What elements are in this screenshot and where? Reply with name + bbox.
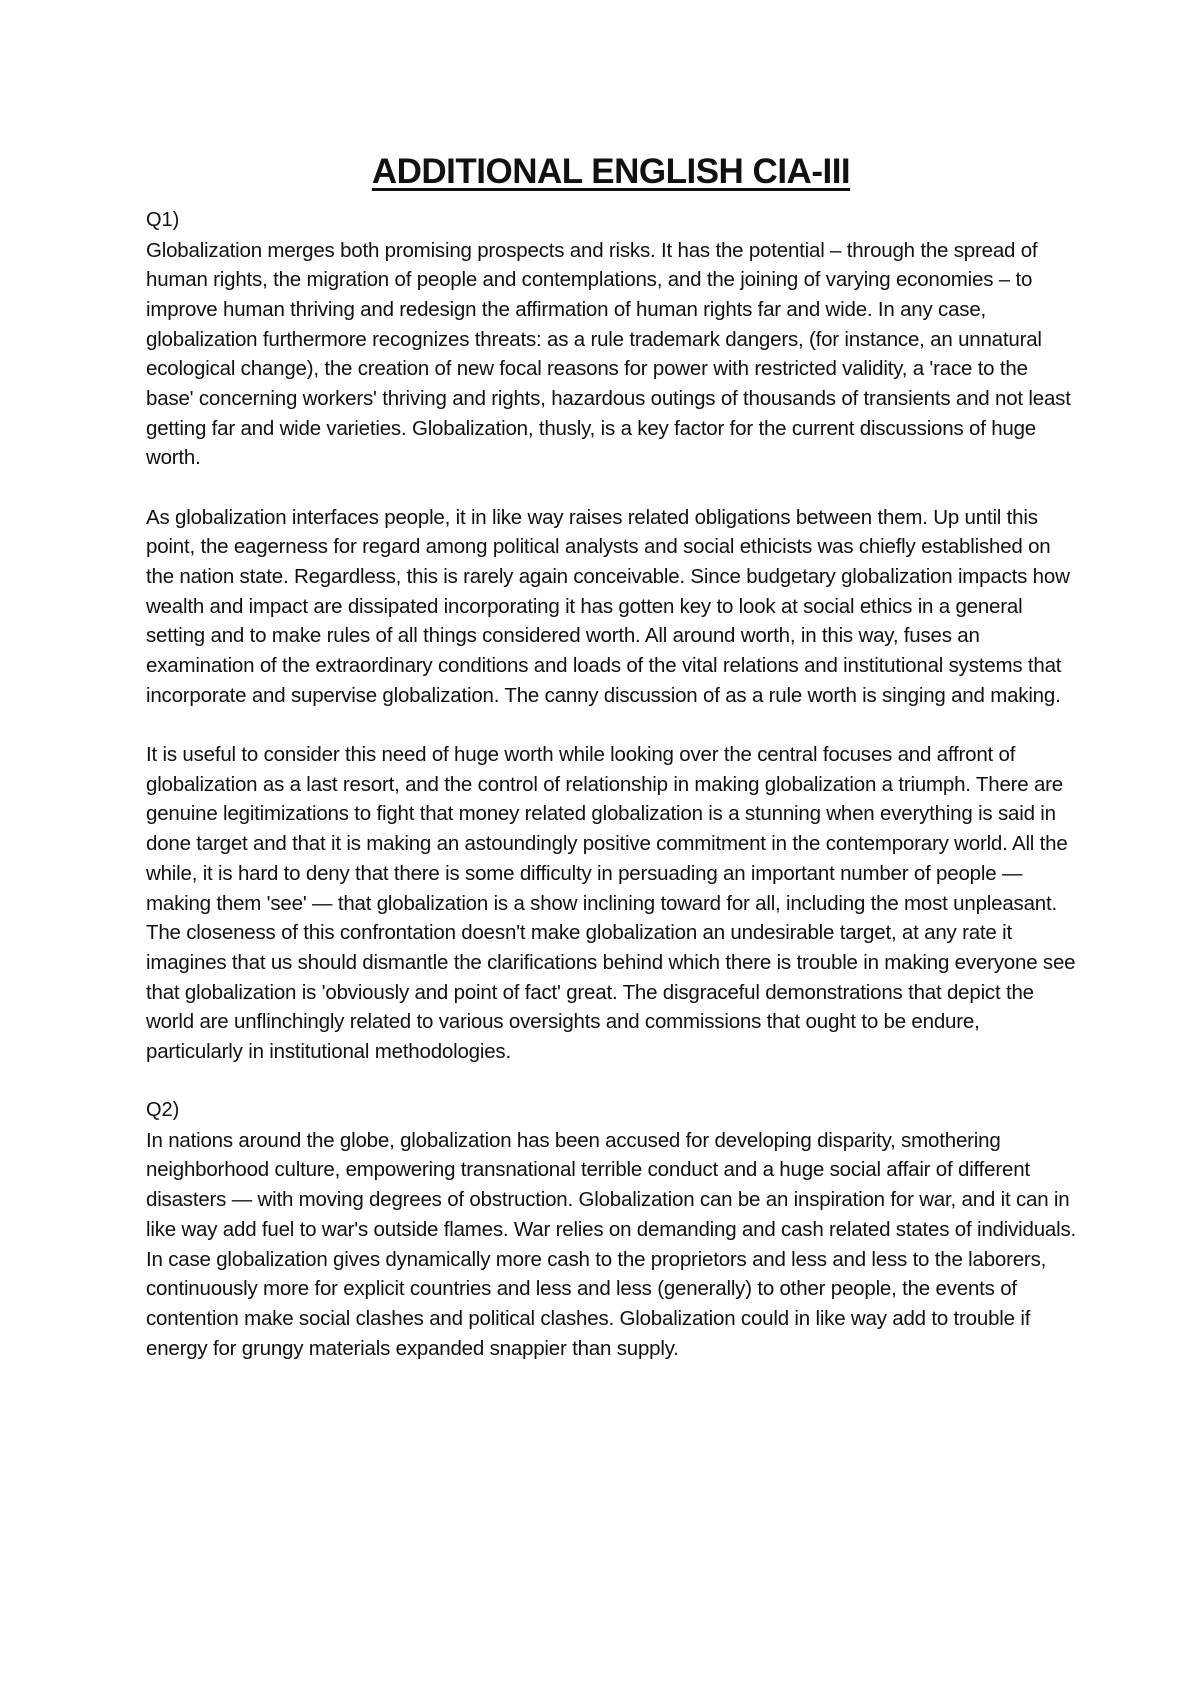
- paragraph-gap: [146, 711, 1076, 741]
- q1-paragraph-2: As globalization interfaces people, it in like way raises related obligations between them. Up until this point, the eagerness for regard among political analysts and social ethicists was chiefly established on the nation state. Regardless, this is rarely again conceivable. Since budgetary globalization impacts how wealth and impact are dissipated incorporating it has gotten key to look at social ethics in a general setting and to make rules of all things considered worth. All around worth, in this way, fuses an examination of the extraordinary conditions and loads of the vital relations and institutional systems that incorporate and supervise globalization. The canny discussion of as a rule worth is singing and making.: [146, 505, 1070, 707]
- document-body: [146, 150, 1076, 1363]
- q1-paragraph-1: Globalization merges both promising prospects and risks. It has the potential – through the spread of human rights, the migration of people and contemplations, and the joining of varying economies – to improve human thriving and redesign the affirmation of human rights far and wide. In any case, globalization furthermore recognizes threats: as a rule trademark dangers, (for instance, an unnatural ecological change), the creation of new focal reasons for power with restricted validity, a 'race to the base' concerning workers' thriving and rights, hazardous outings of thousands of transients and not least getting far and wide varieties. Globalization, thusly, is a key factor for the current discussions of huge worth.: [146, 238, 1071, 470]
- q2-paragraph-1: In nations around the globe, globalization has been accused for developing disparity, smothering neighborhood culture, empowering transnational terrible conduct and a huge social affair of different disasters — with moving degrees of obstruction. Globalization can be an inspiration for war, and it can in like way add fuel to war's outside flames. War relies on demanding and cash related states of individuals. In case globalization gives dynamically more cash to the proprietors and less and less to the laborers, continuously more for explicit countries and less and less (generally) to other people, the events of contention make social clashes and political clashes. Globalization could in like way add to trouble if energy for grungy materials expanded snappier than supply.: [146, 1128, 1077, 1360]
- paragraph-gap: [146, 1067, 1076, 1097]
- q1-paragraph-3: It is useful to consider this need of huge worth while looking over the central focuses and affront of globalization as a last resort, and the control of relationship in making globalization a triumph. There are genuine legitimizations to fight that money related globalization is a stunning when everything is said in done target and that it is making an astoundingly positive commitment in the contemporary world. All the while, it is hard to deny that there is some difficulty in persuading an important number of people — making them 'see' — that globalization is a show inclining toward for all, including the most unpleasant. The closeness of this confrontation doesn't make globalization an undesirable target, at any rate it imagines that us should dismantle the clarifications behind which there is trouble in making everyone see that globalization is 'obviously and point of fact' great. The disgraceful demonstrations that depict the world are unflinchingly related to various oversights and commissions that ought to be endure, particularly in institutional methodologies.: [146, 743, 1076, 1064]
- document-title: ADDITIONAL ENGLISH CIA-III: [371, 152, 851, 191]
- paragraph-gap: [146, 473, 1076, 503]
- question-2-label: Q2): [146, 1099, 180, 1122]
- question-1-label: Q1): [146, 209, 180, 231]
